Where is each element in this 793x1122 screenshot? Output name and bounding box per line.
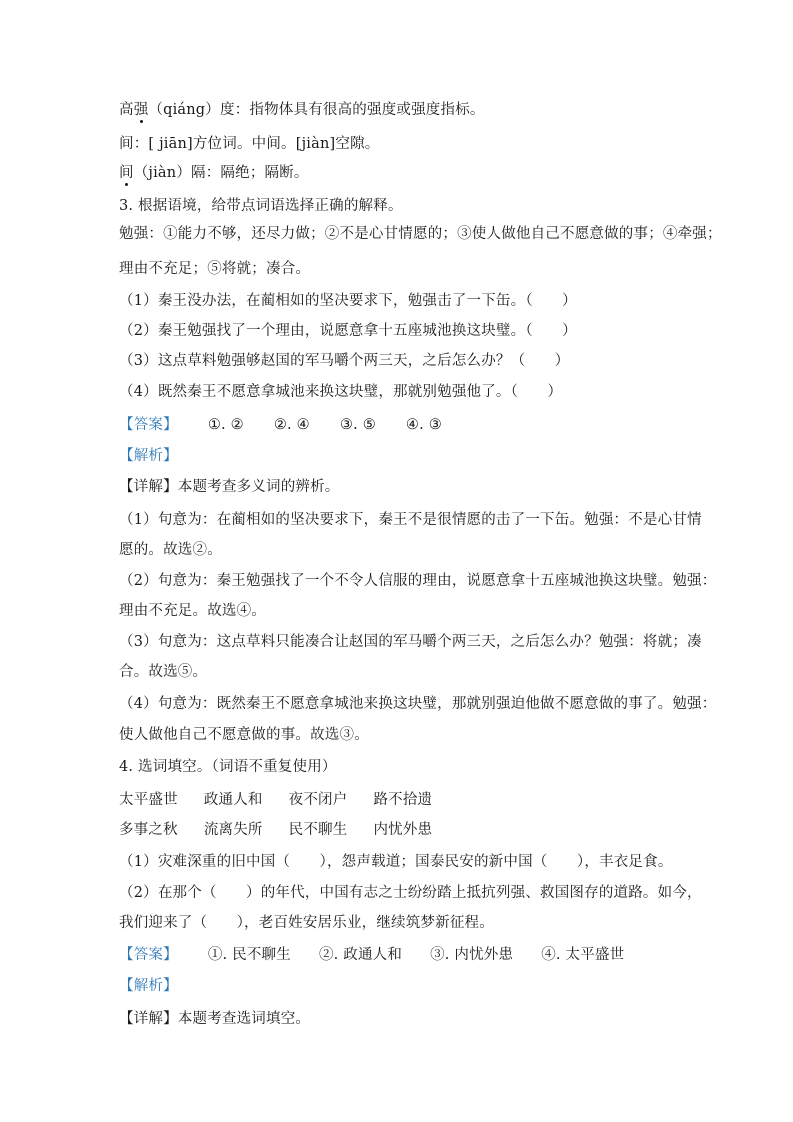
q3-detail-line <box>119 478 340 496</box>
q3-explanation-line: 理由不充足。故选④。 <box>119 603 266 619</box>
q3-definition-line-2: 理由不充足；⑤将就；凑合。 <box>119 261 311 277</box>
q3-explanation-line: （1）句意为：在蔺相如的坚决要求下，秦王不是很情愿的击了一下缶。勉强：不是心甘情 <box>119 512 702 528</box>
dotted-char: 间 <box>119 165 134 181</box>
dotted-char: 强 <box>133 102 149 118</box>
q3-item-4: （4）既然秦王不愿意拿城池来换这块璧，那就别勉强他了。（ ） <box>119 384 563 400</box>
word-option: 民不聊生 <box>288 822 348 838</box>
q3-explanation-line: （3）句意为：这点草料只能凑合让赵国的军马嚼个两三天，之后怎么办？勉强：将就；凑 <box>119 634 702 650</box>
answer-4: ④. 太平盛世 <box>541 947 625 963</box>
detail-text: 本题考查多义词的辨析。 <box>177 479 340 495</box>
analysis-tag: 【解析】 <box>119 448 178 464</box>
q4-detail-line <box>119 1010 310 1028</box>
q4-item-2-line-1: （2）在那个（ ）的年代，中国有志之士纷纷踏上抵抗列强、救国图存的道路。如今， <box>119 885 702 901</box>
q4-item-1: （1）灾难深重的旧中国（ ），怨声载道；国泰民安的新中国（ ），丰衣足食。 <box>119 854 673 870</box>
q4-word-row-2 <box>119 821 432 839</box>
word-option: 路不拾遗 <box>373 792 433 808</box>
note-text: 高 <box>119 102 134 118</box>
q3-explanation-line: 使人做他自己不愿意做的事。故选③。 <box>119 727 369 743</box>
answer-tag: 【答案】 <box>119 947 178 963</box>
analysis-tag: 【解析】 <box>119 978 178 994</box>
detail-tag: 【详解】 <box>119 479 178 495</box>
word-option: 流离失所 <box>203 822 263 838</box>
word-option: 太平盛世 <box>119 792 178 808</box>
word-option: 多事之秋 <box>119 822 178 838</box>
q3-definition-line-1: 勉强：①能力不够，还尽力做；②不是心甘情愿的；③使人做他自己不愿意做的事；④牵强； <box>119 226 722 242</box>
q3-answer-line <box>119 416 442 434</box>
q3-item-3: （3）这点草料勉强够赵国的军马嚼个两三天，之后怎么办？（ ） <box>119 353 570 369</box>
answer-2: ②. ④ <box>273 417 310 433</box>
q3-explanation-line: （2）句意为：秦王勉强找了一个不令人信服的理由，说愿意拿十五座城池换这块璧。勉强： <box>119 573 717 589</box>
q3-explanation-line: 合。故选⑤。 <box>119 664 208 680</box>
q3-item-2: （2）秦王勉强找了一个理由，说愿意拿十五座城池换这块璧。（ ） <box>119 323 577 339</box>
question-3-title: 3. 根据语境，给带点词语选择正确的解释。 <box>119 198 403 214</box>
q4-item-2-line-2: 我们迎来了（ ），老百姓安居乐业，继续筑梦新征程。 <box>119 915 494 931</box>
q3-explanation-line: （4）句意为：既然秦王不愿意拿城池来换这块璧，那就别强迫他做不愿意做的事了。勉强： <box>119 696 717 712</box>
word-option: 内忧外患 <box>373 822 433 838</box>
q3-item-1: （1）秦王没办法，在蔺相如的坚决要求下，勉强击了一下缶。（ ） <box>119 293 577 309</box>
answer-tag: 【答案】 <box>119 417 178 433</box>
note-line-jian-2 <box>119 164 309 182</box>
q3-explanation-line: 愿的。故选②。 <box>119 542 222 558</box>
note-line-qiang <box>119 101 485 119</box>
q4-word-row-1 <box>119 791 432 809</box>
word-option: 夜不闭户 <box>288 792 348 808</box>
detail-tag: 【详解】 <box>119 1011 178 1027</box>
detail-text: 本题考查选词填空。 <box>177 1011 311 1027</box>
q4-answer-line <box>119 946 624 964</box>
note-text: （qiáng）度：指物体具有很高的强度或强度指标。 <box>148 102 485 118</box>
word-option: 政通人和 <box>203 792 263 808</box>
answer-4: ④. ③ <box>405 417 442 433</box>
answer-3: ③. ⑤ <box>339 417 376 433</box>
note-line-jian-1: 间：[ jiān]方位词。中间。[jiàn]空隙。 <box>119 136 380 152</box>
answer-3: ③. 内忧外患 <box>430 947 514 963</box>
note-text: （jiàn）隔：隔绝；隔断。 <box>133 165 309 181</box>
answer-1: ①. 民不聊生 <box>207 947 291 963</box>
answer-1: ①. ② <box>207 417 244 433</box>
question-4-title: 4. 选词填空。（词语不重复使用） <box>119 759 337 775</box>
answer-2: ②. 政通人和 <box>318 947 403 963</box>
